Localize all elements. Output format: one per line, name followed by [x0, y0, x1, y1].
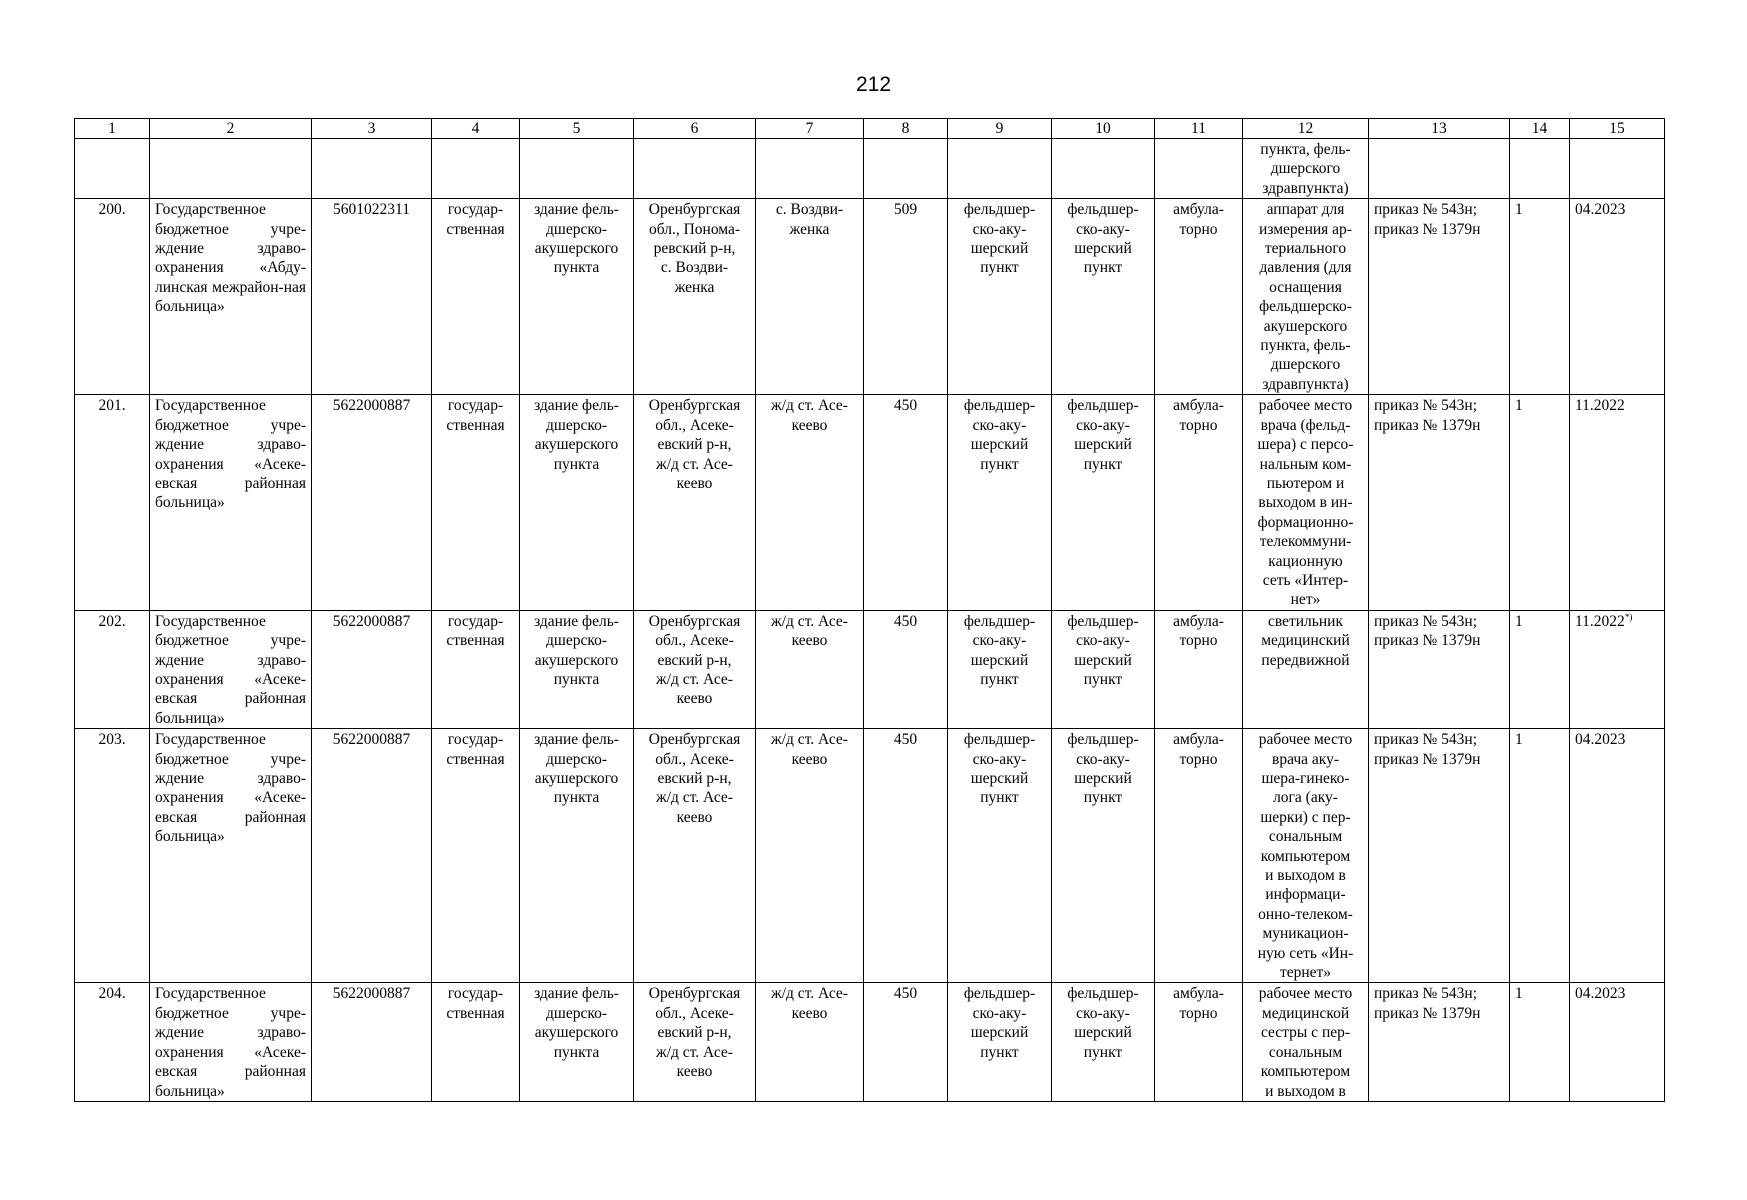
- cell-mode: амбула- торно: [1155, 199, 1243, 395]
- cell-ownership: государ- ственная: [432, 395, 520, 610]
- cell-org: Государственное бюджетное учре-ждение здраво-охранения «Асеке-евская районная больница»: [150, 729, 312, 983]
- cell-equipment: рабочее место медицинской сестры с пер- сональным компьютером и выходом в: [1243, 983, 1369, 1101]
- cell-date: [1570, 139, 1665, 199]
- cell-ownership: государ- ственная: [432, 610, 520, 728]
- cell-inn: 5601022311: [312, 199, 432, 395]
- cell-inn: 5622000887: [312, 610, 432, 728]
- cell-num: 204.: [75, 983, 150, 1101]
- cell-org: Государственное бюджетное учре-ждение здраво-охранения «Асеке-евская районная больница»: [150, 395, 312, 610]
- cell-mode: [1155, 139, 1243, 199]
- date-value: 04.2023: [1575, 201, 1626, 219]
- column-number-10: 10: [1052, 119, 1155, 139]
- cell-ownership: государ- ственная: [432, 199, 520, 395]
- cell-num: 202.: [75, 610, 150, 728]
- cell-qty: 1: [1510, 983, 1570, 1101]
- cell-mode: амбула- торно: [1155, 729, 1243, 983]
- cell-date: [1570, 610, 1665, 728]
- cell-equipment: пункта, фель- дшерского здравпункта): [1243, 139, 1369, 199]
- page-number: 212: [855, 73, 892, 96]
- cell-population: 450: [864, 729, 948, 983]
- cell-population: 509: [864, 199, 948, 395]
- cell-unit-type: фельдшер- ско-аку- шерский пункт: [948, 395, 1052, 610]
- column-number-15: 15: [1570, 119, 1665, 139]
- date-value: 11.2022: [1575, 612, 1625, 630]
- cell-mode: амбула- торно: [1155, 983, 1243, 1101]
- table-row: [75, 729, 1665, 983]
- column-number-14: 14: [1510, 119, 1570, 139]
- cell-num: [75, 139, 150, 199]
- cell-address: Оренбургская обл., Асеке- евский р-н, ж/д ст. Асе- кеево: [634, 729, 756, 983]
- column-number-6: 6: [634, 119, 756, 139]
- cell-population: 450: [864, 983, 948, 1101]
- cell-building: здание фель- дшерско- акушерского пункта: [520, 983, 634, 1101]
- cell-order: приказ № 543н; приказ № 1379н: [1369, 610, 1510, 728]
- cell-locality: [756, 139, 864, 199]
- cell-unit-type: фельдшер- ско-аку- шерский пункт: [948, 729, 1052, 983]
- cell-building: [520, 139, 634, 199]
- cell-unit-name: [1052, 139, 1155, 199]
- date-value: 04.2023: [1575, 731, 1626, 749]
- cell-population: 450: [864, 610, 948, 728]
- cell-ownership: [432, 139, 520, 199]
- cell-inn: 5622000887: [312, 983, 432, 1101]
- table-row: [75, 395, 1665, 610]
- cell-date: [1570, 983, 1665, 1101]
- cell-date: [1570, 395, 1665, 610]
- cell-locality: ж/д ст. Асе- кеево: [756, 395, 864, 610]
- cell-qty: 1: [1510, 199, 1570, 395]
- continuation-row: [75, 139, 1665, 199]
- table-row: [75, 610, 1665, 728]
- cell-date: [1570, 199, 1665, 395]
- cell-building: здание фель- дшерско- акушерского пункта: [520, 610, 634, 728]
- cell-population: 450: [864, 395, 948, 610]
- cell-org: Государственное бюджетное учре-ждение здраво-охранения «Асеке-евская районная больница»: [150, 983, 312, 1101]
- date-value: 11.2022: [1575, 397, 1625, 415]
- cell-order: [1369, 139, 1510, 199]
- cell-address: [634, 139, 756, 199]
- column-number-8: 8: [864, 119, 948, 139]
- cell-inn: 5622000887: [312, 729, 432, 983]
- cell-date: [1570, 729, 1665, 983]
- column-number-13: 13: [1369, 119, 1510, 139]
- cell-equipment: аппарат для измерения ар- териального давления (для оснащения фельдшерско- акушерского пункта, фель- дшерского здравпункта): [1243, 199, 1369, 395]
- column-number-2: 2: [150, 119, 312, 139]
- table-row: [75, 983, 1665, 1101]
- cell-ownership: государ- ственная: [432, 729, 520, 983]
- cell-qty: 1: [1510, 395, 1570, 610]
- cell-order: приказ № 543н; приказ № 1379н: [1369, 983, 1510, 1101]
- cell-building: здание фель- дшерско- акушерского пункта: [520, 199, 634, 395]
- cell-address: Оренбургская обл., Понома- ревский р-н, с. Воздви- женка: [634, 199, 756, 395]
- cell-address: Оренбургская обл., Асеке- евский р-н, ж/д ст. Асе- кеево: [634, 395, 756, 610]
- cell-qty: 1: [1510, 729, 1570, 983]
- column-number-11: 11: [1155, 119, 1243, 139]
- cell-building: здание фель- дшерско- акушерского пункта: [520, 729, 634, 983]
- cell-population: [864, 139, 948, 199]
- column-number-3: 3: [312, 119, 432, 139]
- column-number-7: 7: [756, 119, 864, 139]
- cell-mode: амбула- торно: [1155, 610, 1243, 728]
- column-number-4: 4: [432, 119, 520, 139]
- cell-num: 203.: [75, 729, 150, 983]
- cell-locality: ж/д ст. Асе- кеево: [756, 983, 864, 1101]
- cell-unit-type: фельдшер- ско-аку- шерский пункт: [948, 199, 1052, 395]
- cell-equipment: рабочее место врача аку- шера-гинеко- лога (аку- шерки) с пер- сональным компьютером и выходом в информаци- онно-телеком- муникацион- ную сеть «Ин- тернет»: [1243, 729, 1369, 983]
- cell-org: Государственное бюджетное учре-ждение здраво-охранения «Абду-линская межрайон-ная больница»: [150, 199, 312, 395]
- cell-locality: ж/д ст. Асе- кеево: [756, 729, 864, 983]
- equipment-table: [74, 118, 1665, 1102]
- cell-unit-type: фельдшер- ско-аку- шерский пункт: [948, 610, 1052, 728]
- cell-equipment: рабочее место врача (фельд- шера) с персо- нальным ком- пьютером и выходом в ин- формационно- телекоммуни- кационную сеть «Интер- нет»: [1243, 395, 1369, 610]
- cell-org: Государственное бюджетное учре-ждение здраво-охранения «Асеке-евская районная больница»: [150, 610, 312, 728]
- cell-inn: [312, 139, 432, 199]
- cell-ownership: государ- ственная: [432, 983, 520, 1101]
- cell-order: приказ № 543н; приказ № 1379н: [1369, 199, 1510, 395]
- column-number-12: 12: [1243, 119, 1369, 139]
- cell-order: приказ № 543н; приказ № 1379н: [1369, 729, 1510, 983]
- cell-equipment: светильник медицинский передвижной: [1243, 610, 1369, 728]
- column-number-5: 5: [520, 119, 634, 139]
- cell-order: приказ № 543н; приказ № 1379н: [1369, 395, 1510, 610]
- cell-qty: [1510, 139, 1570, 199]
- cell-num: 201.: [75, 395, 150, 610]
- cell-unit-name: фельдшер- ско-аку- шерский пункт: [1052, 199, 1155, 395]
- cell-unit-name: фельдшер- ско-аку- шерский пункт: [1052, 729, 1155, 983]
- cell-address: Оренбургская обл., Асеке- евский р-н, ж/д ст. Асе- кеево: [634, 983, 756, 1101]
- cell-address: Оренбургская обл., Асеке- евский р-н, ж/д ст. Асе- кеево: [634, 610, 756, 728]
- date-value: 04.2023: [1575, 985, 1626, 1003]
- date-footnote-mark: *): [1624, 611, 1633, 622]
- cell-inn: 5622000887: [312, 395, 432, 610]
- cell-num: 200.: [75, 199, 150, 395]
- cell-locality: ж/д ст. Асе- кеево: [756, 610, 864, 728]
- cell-unit-type: фельдшер- ско-аку- шерский пункт: [948, 983, 1052, 1101]
- table-row: [75, 199, 1665, 395]
- column-number-1: 1: [75, 119, 150, 139]
- cell-building: здание фель- дшерско- акушерского пункта: [520, 395, 634, 610]
- cell-unit-name: фельдшер- ско-аку- шерский пункт: [1052, 610, 1155, 728]
- cell-mode: амбула- торно: [1155, 395, 1243, 610]
- cell-unit-name: фельдшер- ско-аку- шерский пункт: [1052, 395, 1155, 610]
- cell-qty: 1: [1510, 610, 1570, 728]
- cell-unit-name: фельдшер- ско-аку- шерский пункт: [1052, 983, 1155, 1101]
- cell-locality: с. Воздви- женка: [756, 199, 864, 395]
- cell-unit-type: [948, 139, 1052, 199]
- cell-org: [150, 139, 312, 199]
- column-number-9: 9: [948, 119, 1052, 139]
- column-number-row: [75, 119, 1665, 139]
